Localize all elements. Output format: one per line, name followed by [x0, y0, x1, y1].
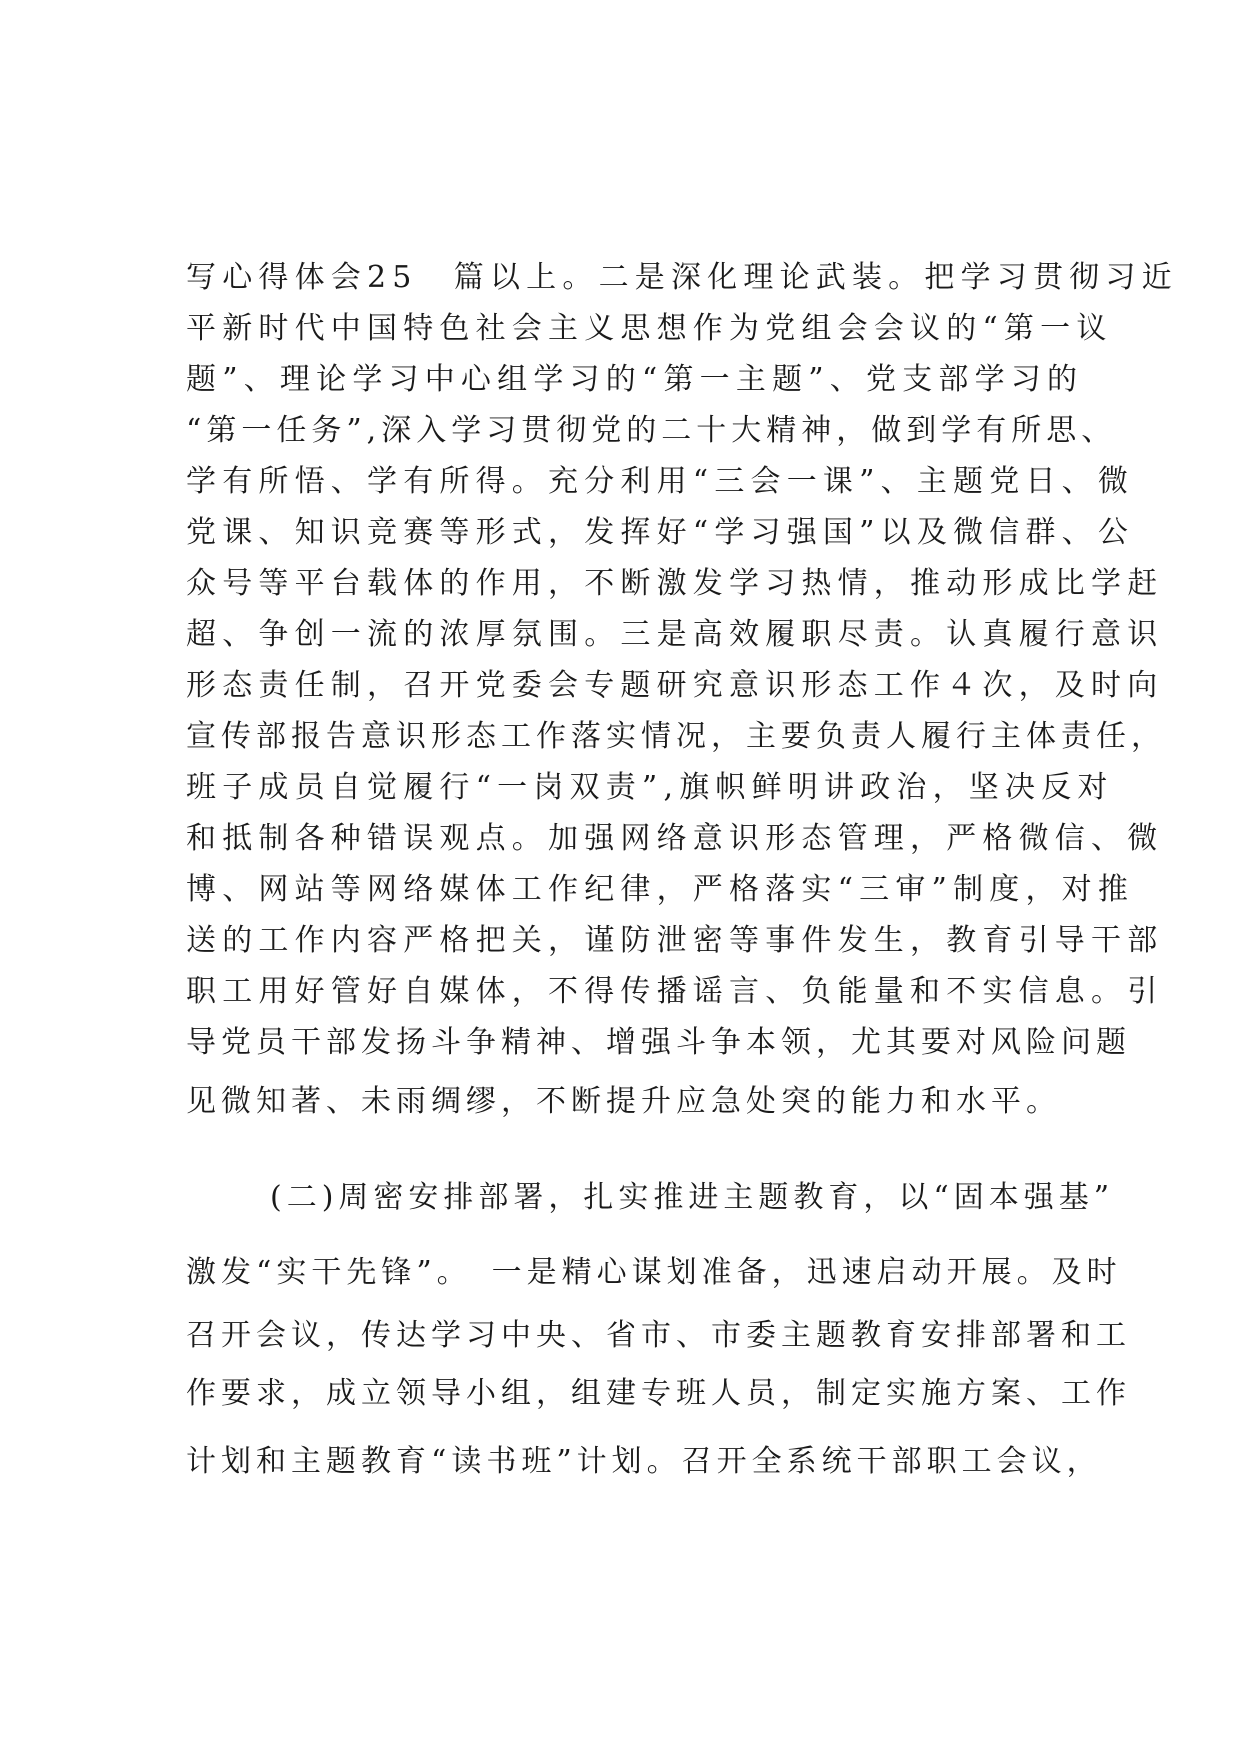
paragraph-line: 见微知著、未雨绸缪，不断提升应急处突的能力和水平。 — [186, 1084, 1061, 1119]
paragraph-line: 写心得体会25 篇以上。二是深化理论武装。把学习贯彻习近 — [186, 260, 1178, 295]
paragraph-line: 职工用好管好自媒体，不得传播谣言、负能量和不实信息。引 — [186, 974, 1164, 1009]
paragraph-line: 超、争创一流的浓厚氛围。三是高效履职尽责。认真履行意识 — [186, 617, 1164, 652]
paragraph-line: 题”、理论学习中心组学习的“第一主题”、党支部学习的 — [186, 362, 1084, 397]
paragraph-line: 召开会议，传达学习中央、省市、市委主题教育安排部署和工 — [186, 1318, 1131, 1353]
paragraph-line: 计划和主题教育“读书班”计划。召开全系统干部职工会议， — [186, 1444, 1102, 1479]
paragraph-line: 和抵制各种错误观点。加强网络意识形态管理，严格微信、微 — [186, 821, 1164, 856]
paragraph-line: 平新时代中国特色社会主义思想作为党组会会议的“第一议 — [186, 311, 1113, 346]
paragraph-line: 形态责任制，召开党委会专题研究意识形态工作４次，及时向 — [186, 668, 1164, 703]
paragraph-line: “第一任务”,深入学习贯彻党的二十大精神，做到学有所思、 — [186, 413, 1117, 448]
paragraph-line: 班子成员自觉履行“一岗双责”,旗帜鲜明讲政治，坚决反对 — [186, 770, 1114, 805]
paragraph-line: 学有所悟、学有所得。充分利用“三会一课”、主题党日、微 — [186, 464, 1135, 499]
paragraph-line: 激发“实干先锋”。 一是精心谋划准备，迅速启动开展。及时 — [186, 1255, 1122, 1290]
paragraph-line: 众号等平台载体的作用，不断激发学习热情，推动形成比学赶 — [186, 566, 1164, 601]
paragraph-line: 博、网站等网络媒体工作纪律，严格落实“三审”制度，对推 — [186, 872, 1135, 907]
paragraph-line: 导党员干部发扬斗争精神、增强斗争本领，尤其要对风险问题 — [186, 1025, 1131, 1060]
paragraph-line: 送的工作内容严格把关，谨防泄密等事件发生，教育引导干部 — [186, 923, 1164, 958]
paragraph-line: 作要求，成立领导小组，组建专班人员，制定实施方案、工作 — [186, 1376, 1131, 1411]
section-heading: (二)周密安排部署，扎实推进主题教育，以“固本强基” — [270, 1180, 1115, 1215]
paragraph-line: 宣传部报告意识形态工作落实情况，主要负责人履行主体责任， — [186, 719, 1166, 754]
paragraph-line: 党课、知识竞赛等形式，发挥好“学习强国”以及微信群、公 — [186, 515, 1135, 550]
